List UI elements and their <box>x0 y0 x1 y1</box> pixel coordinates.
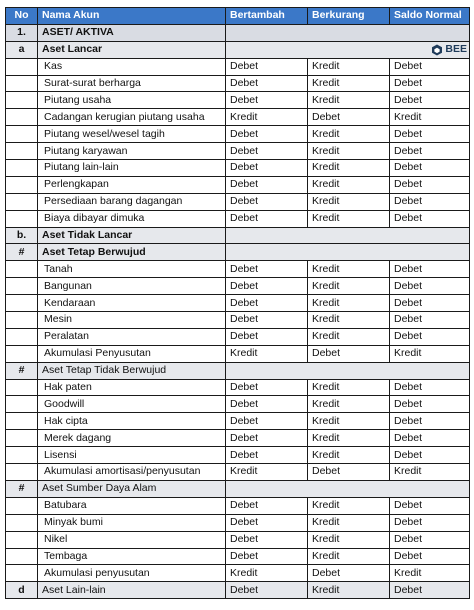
account-name <box>38 362 226 379</box>
increase-value: Kredit <box>226 464 308 481</box>
row-number <box>6 565 38 582</box>
table-row <box>6 430 470 447</box>
increase-value: Debet <box>226 531 308 548</box>
normal-balance-value: Debet <box>390 160 470 177</box>
increase-value: Debet <box>226 295 308 312</box>
account-name-text: Aset Tidak Lancar <box>42 229 133 242</box>
increase-value: Debet <box>226 430 308 447</box>
row-number <box>6 514 38 531</box>
increase-value: Debet <box>226 210 308 227</box>
increase-value: Kredit <box>226 345 308 362</box>
header-account-name: Nama Akun <box>38 8 226 25</box>
normal-balance-value: Debet <box>390 582 470 599</box>
row-number <box>6 193 38 210</box>
table-row <box>6 531 470 548</box>
account-name <box>38 548 226 565</box>
account-name-text: Lisensi <box>44 448 77 461</box>
table-row <box>6 109 470 126</box>
increase-value: Debet <box>226 582 308 599</box>
normal-balance-value: Kredit <box>390 109 470 126</box>
account-name-text: Akumulasi Penyusutan <box>44 347 151 360</box>
table-row <box>6 345 470 362</box>
header-no: No <box>6 8 38 25</box>
account-name <box>38 193 226 210</box>
increase-value: Debet <box>226 514 308 531</box>
row-number <box>6 312 38 329</box>
decrease-value: Kredit <box>308 278 390 295</box>
account-name-text: Aset Sumber Daya Alam <box>42 482 157 495</box>
row-number: # <box>6 362 38 379</box>
account-name <box>38 295 226 312</box>
table-row <box>6 379 470 396</box>
table-header-row <box>6 8 470 25</box>
account-name <box>38 413 226 430</box>
decrease-value: Kredit <box>308 396 390 413</box>
account-name <box>38 92 226 109</box>
row-number <box>6 75 38 92</box>
decrease-value: Kredit <box>308 160 390 177</box>
bee-logo-icon <box>431 44 443 56</box>
row-number <box>6 58 38 75</box>
decrease-value: Kredit <box>308 261 390 278</box>
normal-balance-value: Debet <box>390 430 470 447</box>
account-name-text: Kendaraan <box>44 296 96 309</box>
account-name <box>38 379 226 396</box>
normal-balance-value: Debet <box>390 548 470 565</box>
increase-value: Debet <box>226 143 308 160</box>
account-name-text: Mesin <box>44 313 73 326</box>
decrease-value: Kredit <box>308 497 390 514</box>
row-number <box>6 328 38 345</box>
account-name-text: Minyak bumi <box>44 516 103 529</box>
account-name-text: Biaya dibayar dimuka <box>44 212 145 225</box>
row-number <box>6 531 38 548</box>
increase-value: Debet <box>226 379 308 396</box>
normal-balance-value: Debet <box>390 497 470 514</box>
increase-value: Debet <box>226 413 308 430</box>
account-name-text: Aset Tetap Tidak Berwujud <box>42 364 167 377</box>
account-name-text: Batubara <box>44 499 87 512</box>
decrease-value: Debet <box>308 345 390 362</box>
table-row <box>6 464 470 481</box>
decrease-value: Kredit <box>308 447 390 464</box>
table-row <box>6 328 470 345</box>
row-number <box>6 126 38 143</box>
normal-balance-value: Kredit <box>390 345 470 362</box>
account-name-text: Hak cipta <box>44 414 88 427</box>
row-number <box>6 396 38 413</box>
account-name-text: Piutang karyawan <box>44 144 128 157</box>
row-number: b. <box>6 227 38 244</box>
account-name <box>38 75 226 92</box>
account-name <box>38 244 226 261</box>
increase-value: Debet <box>226 328 308 345</box>
account-name <box>38 396 226 413</box>
increase-value: Debet <box>226 312 308 329</box>
row-number <box>6 278 38 295</box>
section-fill <box>226 41 470 58</box>
normal-balance-value: Debet <box>390 312 470 329</box>
account-name <box>38 227 226 244</box>
account-name <box>38 24 226 41</box>
account-name <box>38 143 226 160</box>
decrease-value: Kredit <box>308 126 390 143</box>
section-fill <box>226 480 470 497</box>
account-name-text: Persediaan barang dagangan <box>44 195 183 208</box>
decrease-value: Kredit <box>308 312 390 329</box>
normal-balance-value: Debet <box>390 75 470 92</box>
normal-balance-value: Debet <box>390 176 470 193</box>
decrease-value: Debet <box>308 464 390 481</box>
normal-balance-value: Debet <box>390 379 470 396</box>
row-number <box>6 345 38 362</box>
normal-balance-value: Debet <box>390 210 470 227</box>
account-name <box>38 582 226 599</box>
section-fill <box>226 24 470 41</box>
subsection-row <box>6 227 470 244</box>
account-name <box>38 126 226 143</box>
account-name <box>38 160 226 177</box>
decrease-value: Kredit <box>308 210 390 227</box>
subsection-row <box>6 480 470 497</box>
normal-balance-value: Debet <box>390 143 470 160</box>
account-name <box>38 565 226 582</box>
account-name-text: Piutang wesel/wesel tagih <box>44 127 165 140</box>
table-row <box>6 295 470 312</box>
account-name-text: Cadangan kerugian piutang usaha <box>44 110 205 123</box>
account-name-text: Tembaga <box>44 549 88 562</box>
subsection-row <box>6 362 470 379</box>
account-name <box>38 312 226 329</box>
row-number <box>6 497 38 514</box>
decrease-value: Kredit <box>308 92 390 109</box>
normal-balance-value: Debet <box>390 413 470 430</box>
account-name-text: Hak paten <box>44 381 92 394</box>
normal-balance-value: Debet <box>390 328 470 345</box>
row-number <box>6 109 38 126</box>
account-name-text: Tanah <box>44 262 73 275</box>
table-row <box>6 126 470 143</box>
decrease-value: Kredit <box>308 548 390 565</box>
subsection-row <box>6 582 470 599</box>
account-name <box>38 480 226 497</box>
header-decrease: Berkurang <box>308 8 390 25</box>
row-number <box>6 430 38 447</box>
normal-balance-value: Debet <box>390 447 470 464</box>
normal-balance-value: Debet <box>390 531 470 548</box>
table-row <box>6 261 470 278</box>
bee-logo-text: BEE <box>445 43 467 56</box>
decrease-value: Kredit <box>308 75 390 92</box>
account-name-text: Peralatan <box>44 330 89 343</box>
table-row <box>6 548 470 565</box>
table-row <box>6 514 470 531</box>
row-number <box>6 548 38 565</box>
account-name <box>38 278 226 295</box>
table-row <box>6 396 470 413</box>
normal-balance-value: Debet <box>390 295 470 312</box>
account-name-text: Akumulasi amortisasi/penyusutan <box>44 465 201 478</box>
account-name-text: Goodwill <box>44 397 85 410</box>
row-number: 1. <box>6 24 38 41</box>
subsection-row <box>6 244 470 261</box>
account-name <box>38 447 226 464</box>
normal-balance-value: Kredit <box>390 464 470 481</box>
account-name-text: Piutang lain-lain <box>44 161 119 174</box>
increase-value: Kredit <box>226 565 308 582</box>
account-name <box>38 176 226 193</box>
table-row <box>6 193 470 210</box>
row-number: d <box>6 582 38 599</box>
increase-value: Debet <box>226 497 308 514</box>
table-row <box>6 143 470 160</box>
row-number <box>6 379 38 396</box>
table-row <box>6 497 470 514</box>
decrease-value: Kredit <box>308 328 390 345</box>
account-table <box>5 7 470 599</box>
table-row <box>6 75 470 92</box>
table-row <box>6 447 470 464</box>
increase-value: Debet <box>226 126 308 143</box>
decrease-value: Kredit <box>308 193 390 210</box>
account-name-text: Aset Tetap Berwujud <box>42 245 146 258</box>
account-name <box>38 261 226 278</box>
account-name <box>38 58 226 75</box>
normal-balance-value: Debet <box>390 514 470 531</box>
row-number <box>6 92 38 109</box>
decrease-value: Kredit <box>308 295 390 312</box>
increase-value: Kredit <box>226 109 308 126</box>
section-fill <box>226 227 470 244</box>
account-table-sheet <box>5 7 469 599</box>
decrease-value: Kredit <box>308 430 390 447</box>
table-row <box>6 160 470 177</box>
row-number: # <box>6 244 38 261</box>
table-row <box>6 210 470 227</box>
increase-value: Debet <box>226 58 308 75</box>
account-name-text: Aset Lancar <box>42 43 103 56</box>
table-row <box>6 58 470 75</box>
table-row <box>6 312 470 329</box>
account-name <box>38 328 226 345</box>
account-name <box>38 41 226 58</box>
increase-value: Debet <box>226 176 308 193</box>
increase-value: Debet <box>226 278 308 295</box>
row-number <box>6 447 38 464</box>
header-increase: Bertambah <box>226 8 308 25</box>
table-row <box>6 413 470 430</box>
row-number <box>6 261 38 278</box>
decrease-value: Kredit <box>308 413 390 430</box>
account-name-text: Perlengkapan <box>44 178 109 191</box>
increase-value: Debet <box>226 447 308 464</box>
decrease-value: Kredit <box>308 143 390 160</box>
subsection-row <box>6 41 470 58</box>
increase-value: Debet <box>226 92 308 109</box>
normal-balance-value: Kredit <box>390 565 470 582</box>
increase-value: Debet <box>226 75 308 92</box>
increase-value: Debet <box>226 160 308 177</box>
account-name-text: Bangunan <box>44 279 92 292</box>
decrease-value: Kredit <box>308 58 390 75</box>
row-number <box>6 143 38 160</box>
account-name-text: Surat-surat berharga <box>44 77 141 89</box>
row-number <box>6 160 38 177</box>
account-name-text: Akumulasi penyusutan <box>44 566 150 579</box>
row-number <box>6 210 38 227</box>
account-name-text: Merek dagang <box>44 431 112 444</box>
account-name <box>38 430 226 447</box>
decrease-value: Kredit <box>308 531 390 548</box>
bee-logo <box>431 42 467 57</box>
section-fill <box>226 362 470 379</box>
account-name <box>38 514 226 531</box>
account-name-text: Kas <box>44 60 63 73</box>
normal-balance-value: Debet <box>390 261 470 278</box>
row-number: # <box>6 480 38 497</box>
account-name-text: Piutang usaha <box>44 93 112 106</box>
table-row <box>6 278 470 295</box>
row-number <box>6 176 38 193</box>
normal-balance-value: Debet <box>390 193 470 210</box>
account-name <box>38 497 226 514</box>
normal-balance-value: Debet <box>390 278 470 295</box>
normal-balance-value: Debet <box>390 396 470 413</box>
normal-balance-value: Debet <box>390 92 470 109</box>
decrease-value: Debet <box>308 565 390 582</box>
increase-value: Debet <box>226 396 308 413</box>
decrease-value: Kredit <box>308 582 390 599</box>
section-fill <box>226 244 470 261</box>
increase-value: Debet <box>226 548 308 565</box>
section-row <box>6 24 470 41</box>
table-row <box>6 565 470 582</box>
account-name <box>38 531 226 548</box>
account-name-text: Aset Lain-lain <box>42 583 106 596</box>
table-row <box>6 92 470 109</box>
decrease-value: Kredit <box>308 514 390 531</box>
account-name-text: ASET/ AKTIVA <box>42 26 114 39</box>
normal-balance-value: Debet <box>390 58 470 75</box>
decrease-value: Kredit <box>308 379 390 396</box>
decrease-value: Debet <box>308 109 390 126</box>
increase-value: Debet <box>226 193 308 210</box>
row-number <box>6 464 38 481</box>
account-name <box>38 210 226 227</box>
normal-balance-value: Debet <box>390 126 470 143</box>
account-name <box>38 345 226 362</box>
row-number: a <box>6 41 38 58</box>
account-name-text: Nikel <box>44 533 68 546</box>
account-name <box>38 109 226 126</box>
decrease-value: Kredit <box>308 176 390 193</box>
header-normal-balance: Saldo Normal <box>390 8 470 25</box>
row-number <box>6 413 38 430</box>
increase-value: Debet <box>226 261 308 278</box>
table-body <box>6 24 470 598</box>
account-name <box>38 464 226 481</box>
table-row <box>6 176 470 193</box>
row-number <box>6 295 38 312</box>
